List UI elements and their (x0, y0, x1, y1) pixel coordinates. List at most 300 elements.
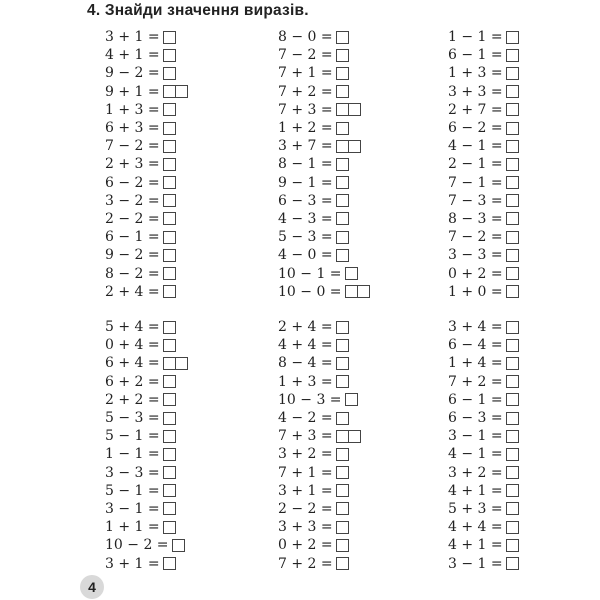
exercise-row (448, 101, 600, 119)
exercise-row (105, 101, 265, 119)
answer-boxes (336, 49, 349, 62)
answer-boxes (506, 194, 519, 207)
answer-boxes (506, 412, 519, 425)
answer-boxes (336, 521, 349, 534)
answer-box[interactable] (506, 285, 519, 298)
expression: 4 + 4 = (278, 337, 333, 354)
expression: 8 − 4 = (278, 355, 333, 372)
answer-box[interactable] (163, 502, 176, 515)
expression: 3 − 1 = (448, 428, 503, 445)
answer-boxes (506, 539, 519, 552)
answer-box[interactable] (176, 357, 188, 370)
exercise-row (278, 500, 438, 518)
exercise-row (448, 83, 600, 101)
expression: 5 + 4 = (105, 319, 160, 336)
expression: 6 − 1 = (448, 47, 503, 64)
answer-boxes (506, 176, 519, 189)
answer-box[interactable] (336, 158, 349, 171)
answer-box[interactable] (349, 430, 361, 443)
exercise-row (448, 518, 600, 536)
exercise-row (278, 119, 438, 137)
answer-box[interactable] (506, 539, 519, 552)
block-2-column-3 (448, 318, 600, 573)
block-1-column-2 (278, 28, 438, 301)
exercise-row (448, 192, 600, 210)
answer-boxes (506, 103, 519, 116)
answer-box[interactable] (163, 231, 176, 244)
expression: 3 − 1 = (448, 555, 503, 572)
answer-box[interactable] (345, 285, 358, 298)
exercise-row (105, 464, 265, 482)
answer-box[interactable] (345, 393, 358, 406)
answer-box[interactable] (163, 357, 176, 370)
answer-box[interactable] (163, 212, 176, 225)
answer-box[interactable] (349, 103, 361, 116)
expression: 3 − 3 = (448, 247, 503, 264)
answer-box[interactable] (336, 412, 349, 425)
answer-boxes (336, 212, 349, 225)
exercise-row (448, 391, 600, 409)
answer-box[interactable] (163, 339, 176, 352)
answer-box[interactable] (506, 49, 519, 62)
answer-box[interactable] (506, 85, 519, 98)
exercise-row (105, 119, 265, 137)
answer-box[interactable] (345, 267, 358, 280)
answer-box[interactable] (506, 67, 519, 80)
expression: 5 − 1 = (105, 428, 160, 445)
answer-boxes (345, 267, 358, 280)
answer-box[interactable] (163, 67, 176, 80)
answer-box[interactable] (336, 103, 349, 116)
answer-boxes (336, 357, 349, 370)
answer-box[interactable] (506, 393, 519, 406)
answer-box[interactable] (336, 375, 349, 388)
expression: 7 + 2 = (278, 555, 333, 572)
exercise-row (105, 83, 265, 101)
expression: 6 + 4 = (105, 355, 160, 372)
expression: 7 − 2 = (278, 47, 333, 64)
answer-box[interactable] (336, 466, 349, 479)
answer-box[interactable] (163, 85, 176, 98)
expression: 6 + 2 = (105, 373, 160, 390)
expression: 2 − 1 = (448, 156, 503, 173)
expression: 8 − 2 = (105, 265, 160, 282)
exercise-row (105, 336, 265, 354)
exercise-row (278, 246, 438, 264)
page-number: 4 (88, 579, 96, 595)
exercise-row (105, 482, 265, 500)
exercise-row (278, 354, 438, 372)
expression: 0 + 2 = (448, 265, 503, 282)
expression: 3 − 2 = (105, 192, 160, 209)
answer-boxes (163, 49, 176, 62)
answer-boxes (506, 67, 519, 80)
exercise-row (448, 482, 600, 500)
answer-box[interactable] (336, 357, 349, 370)
answer-box[interactable] (163, 140, 176, 153)
answer-boxes (336, 448, 349, 461)
answer-box[interactable] (336, 85, 349, 98)
answer-boxes (336, 339, 349, 352)
exercise-row (448, 28, 600, 46)
expression: 3 + 7 = (278, 138, 333, 155)
answer-box[interactable] (506, 466, 519, 479)
answer-box[interactable] (336, 122, 349, 135)
answer-boxes (163, 521, 176, 534)
exercise-row (278, 482, 438, 500)
answer-box[interactable] (336, 484, 349, 497)
expression: 3 + 4 = (448, 319, 503, 336)
expression: 0 + 2 = (278, 537, 333, 554)
answer-boxes (163, 412, 176, 425)
answer-boxes (506, 267, 519, 280)
expression: 1 + 3 = (278, 373, 333, 390)
answer-box[interactable] (506, 412, 519, 425)
answer-box[interactable] (336, 249, 349, 262)
answer-box[interactable] (163, 194, 176, 207)
expression: 3 + 1 = (105, 29, 160, 46)
expression: 1 − 1 = (448, 29, 503, 46)
exercise-row (278, 28, 438, 46)
expression: 6 − 3 = (448, 410, 503, 427)
answer-boxes (506, 321, 519, 334)
answer-box[interactable] (336, 448, 349, 461)
expression: 5 + 3 = (448, 500, 503, 517)
answer-boxes (345, 393, 358, 406)
exercise-row (105, 554, 265, 572)
expression: 7 − 2 = (448, 229, 503, 246)
exercise-title: 4. Знайди значення виразів. (87, 2, 309, 19)
answer-boxes (506, 231, 519, 244)
expression: 5 − 1 = (105, 482, 160, 499)
expression: 8 − 3 = (448, 210, 503, 227)
exercise-row (448, 246, 600, 264)
answer-box[interactable] (336, 321, 349, 334)
answer-box[interactable] (358, 285, 370, 298)
answer-boxes (506, 357, 519, 370)
exercise-row (278, 336, 438, 354)
answer-boxes (506, 212, 519, 225)
expression: 3 + 3 = (278, 519, 333, 536)
exercise-row (448, 228, 600, 246)
exercise-row (448, 46, 600, 64)
exercise-row (105, 283, 265, 301)
exercise-row (278, 228, 438, 246)
answer-boxes (336, 539, 349, 552)
block-1-column-1 (105, 28, 265, 301)
expression: 3 − 3 = (105, 464, 160, 481)
expression: 4 + 1 = (105, 47, 160, 64)
expression: 1 + 3 = (448, 65, 503, 82)
expression: 4 − 1 = (448, 138, 503, 155)
block-2-column-2 (278, 318, 438, 573)
exercise-row (448, 373, 600, 391)
exercise-row (278, 427, 438, 445)
exercise-row (448, 137, 600, 155)
exercise-row (278, 318, 438, 336)
answer-box[interactable] (506, 502, 519, 515)
answer-box[interactable] (163, 122, 176, 135)
exercise-row (105, 46, 265, 64)
answer-boxes (163, 194, 176, 207)
exercise-row (448, 500, 600, 518)
answer-box[interactable] (506, 103, 519, 116)
answer-box[interactable] (163, 267, 176, 280)
answer-boxes (163, 85, 188, 98)
answer-boxes (163, 448, 176, 461)
answer-boxes (506, 31, 519, 44)
answer-box[interactable] (506, 231, 519, 244)
expression: 7 + 1 = (278, 65, 333, 82)
exercise-row (105, 28, 265, 46)
answer-boxes (336, 122, 349, 135)
answer-box[interactable] (506, 212, 519, 225)
answer-box[interactable] (506, 339, 519, 352)
exercise-row (105, 373, 265, 391)
expression: 3 + 2 = (278, 446, 333, 463)
answer-box[interactable] (506, 557, 519, 570)
expression: 10 − 0 = (278, 283, 342, 300)
expression: 1 + 4 = (448, 355, 503, 372)
expression: 2 + 3 = (105, 156, 160, 173)
answer-boxes (506, 122, 519, 135)
answer-boxes (163, 176, 176, 189)
exercise-row (278, 210, 438, 228)
answer-boxes (506, 249, 519, 262)
answer-boxes (336, 103, 361, 116)
answer-box[interactable] (163, 31, 176, 44)
answer-boxes (163, 484, 176, 497)
exercise-row (105, 228, 265, 246)
answer-boxes (506, 49, 519, 62)
expression: 1 + 3 = (105, 101, 160, 118)
answer-box[interactable] (336, 31, 349, 44)
expression: 3 − 1 = (105, 500, 160, 517)
exercise-row (278, 464, 438, 482)
answer-box[interactable] (163, 103, 176, 116)
answer-box[interactable] (163, 557, 176, 570)
answer-box[interactable] (506, 375, 519, 388)
expression: 8 − 0 = (278, 29, 333, 46)
answer-box[interactable] (336, 67, 349, 80)
answer-boxes (506, 140, 519, 153)
answer-boxes (506, 502, 519, 515)
answer-boxes (506, 484, 519, 497)
answer-box[interactable] (506, 430, 519, 443)
exercise-row (278, 518, 438, 536)
exercise-row (448, 409, 600, 427)
answer-boxes (163, 557, 176, 570)
expression: 4 − 0 = (278, 247, 333, 264)
exercise-row (448, 174, 600, 192)
answer-box[interactable] (336, 430, 349, 443)
exercise-row (105, 246, 265, 264)
answer-boxes (336, 67, 349, 80)
answer-box[interactable] (506, 521, 519, 534)
answer-boxes (163, 103, 176, 116)
expression: 1 − 1 = (105, 446, 160, 463)
answer-boxes (336, 321, 349, 334)
answer-box[interactable] (506, 158, 519, 171)
expression: 2 − 2 = (278, 500, 333, 517)
answer-box[interactable] (163, 49, 176, 62)
expression: 2 + 4 = (278, 319, 333, 336)
answer-box[interactable] (176, 85, 188, 98)
expression: 10 − 3 = (278, 391, 342, 408)
answer-boxes (506, 339, 519, 352)
answer-box[interactable] (163, 176, 176, 189)
exercise-row (278, 445, 438, 463)
expression: 6 + 3 = (105, 120, 160, 137)
expression: 0 + 4 = (105, 337, 160, 354)
answer-box[interactable] (336, 339, 349, 352)
expression: 3 + 1 = (278, 482, 333, 499)
answer-box[interactable] (349, 140, 361, 153)
answer-boxes (336, 85, 349, 98)
expression: 9 − 1 = (278, 174, 333, 191)
answer-box[interactable] (336, 140, 349, 153)
answer-box[interactable] (163, 393, 176, 406)
answer-box[interactable] (506, 321, 519, 334)
exercise-row (448, 336, 600, 354)
answer-box[interactable] (172, 539, 185, 552)
expression: 2 + 2 = (105, 391, 160, 408)
answer-box[interactable] (506, 194, 519, 207)
answer-box[interactable] (163, 466, 176, 479)
answer-boxes (506, 158, 519, 171)
answer-boxes (163, 212, 176, 225)
expression: 3 + 1 = (105, 555, 160, 572)
answer-boxes (163, 466, 176, 479)
answer-box[interactable] (506, 176, 519, 189)
exercise-row (448, 318, 600, 336)
answer-box[interactable] (336, 231, 349, 244)
expression: 4 − 3 = (278, 210, 333, 227)
answer-box[interactable] (163, 430, 176, 443)
answer-box[interactable] (506, 267, 519, 280)
exercise-row (105, 536, 265, 554)
exercise-row (448, 536, 600, 554)
exercise-row (278, 409, 438, 427)
expression: 4 + 4 = (448, 519, 503, 536)
exercise-row (448, 554, 600, 572)
answer-boxes (506, 448, 519, 461)
answer-boxes (163, 393, 176, 406)
expression: 4 − 1 = (448, 446, 503, 463)
answer-box[interactable] (506, 249, 519, 262)
answer-boxes (506, 557, 519, 570)
exercise-row (105, 518, 265, 536)
exercise-row (448, 64, 600, 82)
expression: 2 + 4 = (105, 283, 160, 300)
answer-box[interactable] (163, 448, 176, 461)
answer-box[interactable] (336, 539, 349, 552)
expression: 8 − 1 = (278, 156, 333, 173)
exercise-row (278, 373, 438, 391)
answer-box[interactable] (506, 448, 519, 461)
expression: 6 − 1 = (105, 229, 160, 246)
exercise-row (105, 318, 265, 336)
answer-boxes (163, 249, 176, 262)
exercise-row (278, 64, 438, 82)
exercise-row (448, 427, 600, 445)
answer-box[interactable] (506, 31, 519, 44)
answer-box[interactable] (506, 357, 519, 370)
expression: 7 + 2 = (448, 373, 503, 390)
answer-box[interactable] (163, 375, 176, 388)
expression: 3 + 2 = (448, 464, 503, 481)
exercise-row (278, 101, 438, 119)
exercise-row (105, 409, 265, 427)
answer-boxes (336, 231, 349, 244)
exercise-row (448, 264, 600, 282)
answer-boxes (163, 430, 176, 443)
expression: 2 − 2 = (105, 210, 160, 227)
answer-box[interactable] (336, 557, 349, 570)
answer-box[interactable] (336, 176, 349, 189)
exercise-row (105, 500, 265, 518)
answer-boxes (336, 158, 349, 171)
answer-box[interactable] (336, 502, 349, 515)
answer-boxes (506, 430, 519, 443)
answer-box[interactable] (336, 521, 349, 534)
exercise-row (105, 64, 265, 82)
answer-box[interactable] (336, 49, 349, 62)
exercise-row (278, 283, 438, 301)
expression: 10 − 2 = (105, 537, 169, 554)
answer-box[interactable] (163, 285, 176, 298)
answer-box[interactable] (506, 122, 519, 135)
answer-box[interactable] (506, 484, 519, 497)
exercise-row (278, 137, 438, 155)
answer-box[interactable] (163, 158, 176, 171)
answer-box[interactable] (163, 484, 176, 497)
block-2-column-1 (105, 318, 265, 573)
answer-box[interactable] (163, 321, 176, 334)
answer-box[interactable] (506, 140, 519, 153)
answer-boxes (336, 194, 349, 207)
answer-boxes (163, 31, 176, 44)
answer-boxes (506, 285, 519, 298)
answer-box[interactable] (163, 521, 176, 534)
answer-box[interactable] (163, 249, 176, 262)
answer-box[interactable] (163, 412, 176, 425)
expression: 1 + 2 = (278, 120, 333, 137)
exercise-row (105, 445, 265, 463)
expression: 6 − 2 = (448, 120, 503, 137)
answer-box[interactable] (336, 212, 349, 225)
exercise-row (105, 264, 265, 282)
expression: 4 + 1 = (448, 537, 503, 554)
answer-boxes (336, 557, 349, 570)
answer-boxes (163, 158, 176, 171)
expression: 6 − 3 = (278, 192, 333, 209)
answer-boxes (336, 412, 349, 425)
expression: 7 − 3 = (448, 192, 503, 209)
exercise-row (105, 391, 265, 409)
answer-boxes (163, 339, 176, 352)
expression: 7 − 1 = (448, 174, 503, 191)
exercise-row (278, 536, 438, 554)
exercise-row (278, 554, 438, 572)
exercise-row (448, 119, 600, 137)
answer-boxes (163, 285, 176, 298)
answer-box[interactable] (336, 194, 349, 207)
exercise-row (105, 174, 265, 192)
answer-boxes (163, 321, 176, 334)
block-1-column-3 (448, 28, 600, 301)
expression: 9 − 2 = (105, 247, 160, 264)
